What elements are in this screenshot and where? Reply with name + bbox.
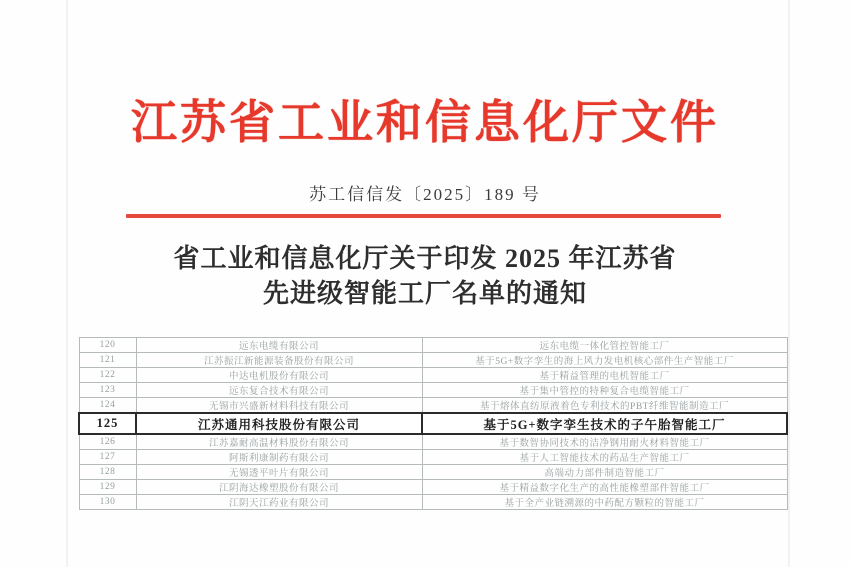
company-name-cell: 中达电机股份有限公司 [136,368,422,383]
factory-list-table-wrap [78,337,786,510]
table-row [79,434,787,450]
factory-name-cell: 基于集中管控的特种复合电缆智能工厂 [422,383,787,398]
row-number-cell: 127 [79,450,136,465]
notice-title-line1: 省工业和信息化厅关于印发 2025 年江苏省 [173,244,677,273]
row-number-cell: 126 [79,434,136,450]
document-header-title: 江苏省工业和信息化厅文件 [131,97,719,148]
factory-table-body [79,338,787,510]
company-name-cell: 远东电缆有限公司 [136,338,422,353]
document-number: 苏工信信发〔2025〕189 号 [309,185,541,204]
row-number-cell: 121 [79,353,136,368]
table-row [79,480,787,495]
notice-title [0,241,850,311]
factory-list-table [78,337,788,510]
factory-name-cell: 基于5G+数字孪生的海上风力发电机核心部件生产智能工厂 [422,353,787,368]
factory-name-cell: 基于数智协同技术的洁净钢用耐火材料智能工厂 [422,434,787,450]
row-number-cell: 129 [79,480,136,495]
factory-name-cell: 基于熔体直纺原液着色专利技术的PBT纤维智能制造工厂 [422,398,787,414]
company-name-cell: 江阴天江药业有限公司 [136,495,422,510]
table-row [79,338,787,353]
company-name-cell: 远东复合技术有限公司 [136,383,422,398]
row-number-cell: 124 [79,398,136,414]
company-name-cell: 江苏嘉耐高温材料股份有限公司 [136,434,422,450]
factory-name-cell: 基于精益数字化生产的高性能橡塑部件智能工厂 [422,480,787,495]
table-row [79,413,787,434]
red-divider [126,214,721,218]
company-name-cell: 无锡透平叶片有限公司 [136,465,422,480]
row-number-cell: 123 [79,383,136,398]
table-row [79,465,787,480]
table-row [79,398,787,414]
table-row [79,353,787,368]
table-row [79,450,787,465]
row-number-cell: 122 [79,368,136,383]
factory-name-cell: 远东电缆一体化管控智能工厂 [422,338,787,353]
factory-name-cell: 基于全产业链溯源的中药配方颗粒的智能工厂 [422,495,787,510]
company-name-cell: 江苏通用科技股份有限公司 [136,413,422,434]
company-name-cell: 江苏振江新能源装备股份有限公司 [136,353,422,368]
factory-name-cell: 基于人工智能技术的药品生产智能工厂 [422,450,787,465]
factory-name-cell: 基于精益管理的电机智能工厂 [422,368,787,383]
company-name-cell: 江阴海达橡塑股份有限公司 [136,480,422,495]
row-number-cell: 120 [79,338,136,353]
row-number-cell: 125 [79,413,136,434]
row-number-cell: 128 [79,465,136,480]
company-name-cell: 阿斯利康制药有限公司 [136,450,422,465]
notice-title-line2: 先进级智能工厂名单的通知 [262,279,587,308]
factory-name-cell: 基于5G+数字孪生技术的子午胎智能工厂 [422,413,787,434]
table-row [79,368,787,383]
factory-name-cell: 高端动力部件制造智能工厂 [422,465,787,480]
company-name-cell: 无锡市兴盛新材料科技有限公司 [136,398,422,414]
row-number-cell: 130 [79,495,136,510]
table-row [79,383,787,398]
table-row [79,495,787,510]
